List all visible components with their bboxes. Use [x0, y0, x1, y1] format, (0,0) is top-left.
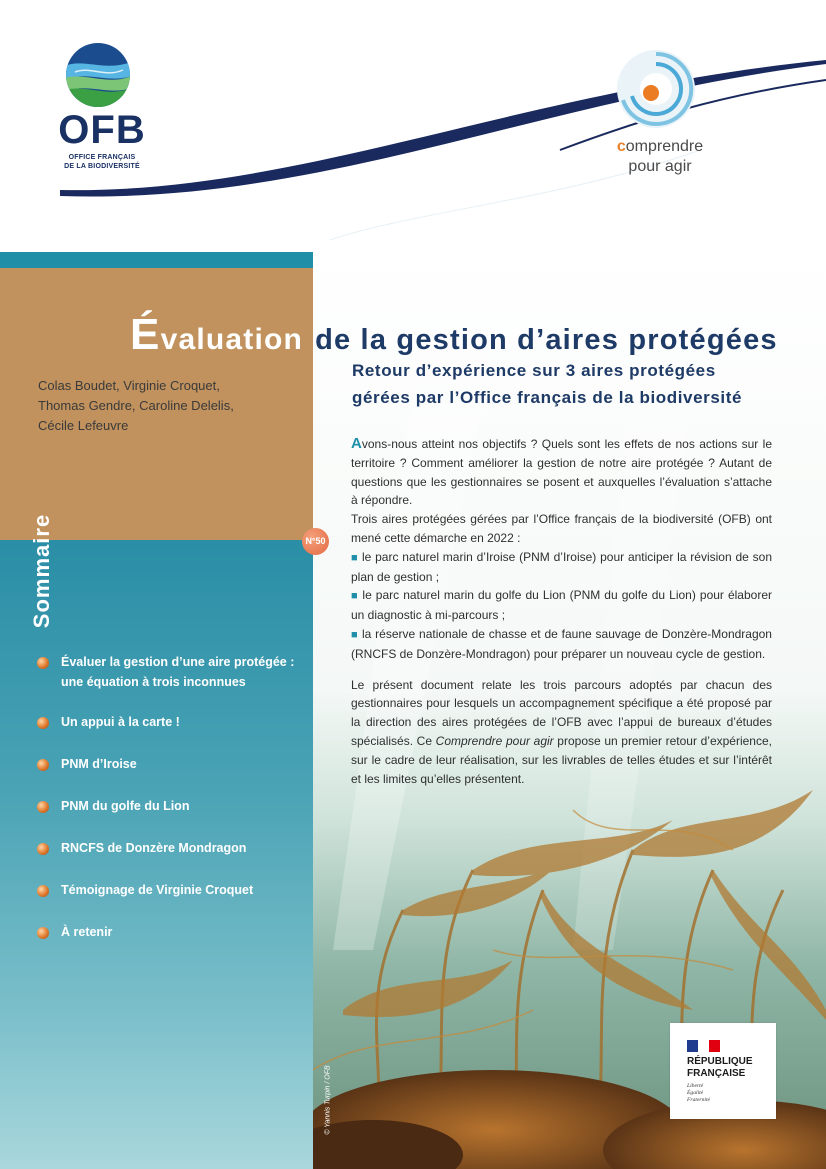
bullet-item [351, 548, 772, 587]
logo-subtitle [52, 153, 152, 171]
motto-line: Liberté [687, 1083, 704, 1089]
author-line: Colas Boudet, Virginie Croquet, [38, 378, 220, 393]
toc-item-label: PNM du golfe du Lion [61, 799, 190, 813]
toc-item[interactable] [36, 652, 306, 692]
toc-item-label: À retenir [61, 925, 113, 939]
toc-item[interactable] [36, 880, 306, 900]
motto-line: Fraternité [687, 1097, 710, 1103]
toc-bullet-icon [37, 717, 49, 729]
photo-credit [318, 1050, 338, 1150]
issue-number-badge: N°50 [302, 528, 329, 555]
toc-item[interactable] [36, 754, 306, 774]
left-top-strip [0, 252, 313, 268]
bullet-text: le parc naturel marin du golfe du Lion (PNM du golfe du Lion) pour élaborer un diagnostic à mi-parcours ; [351, 588, 772, 623]
bullet-text: le parc naturel marin d’Iroise (PNM d’Iroise) pour anticiper la révision de son plan de gestion ; [351, 549, 772, 584]
subtitle-line: Retour d’expérience sur 3 aires protégées [352, 361, 716, 380]
bullet-item [351, 625, 772, 664]
toc-item-label: RNCFS de Donzère Mondragon [61, 841, 247, 855]
sommaire-heading [18, 510, 66, 632]
intro-text: vons-nous atteint nos objectifs ? Quels sont les effets de nos actions sur le territoire ? Comment améliorer la gestion de notre aire protégée ? Autant de questions que les gestionnaires se posent et auxquelles l’évaluation s’attache à répondre. [351, 437, 772, 508]
ofb-logo [52, 40, 162, 180]
comprendre-pour-agir-emblem-icon [615, 48, 697, 130]
bullet-square-icon: ■ [351, 590, 359, 603]
intro-paragraph [351, 435, 772, 510]
paragraph: Trois aires protégées gérées par l’Office français de la biodiversité (OFB) ont mené cette démarche en 2022 : [351, 512, 772, 545]
intro-body-text [351, 435, 772, 788]
toc-item[interactable] [36, 712, 306, 732]
title-initial: É [130, 310, 161, 359]
toc-item-label: Un appui à la carte ! [61, 715, 180, 729]
authors-list [38, 376, 298, 436]
motto-line: Égalité [687, 1090, 704, 1096]
author-line: Thomas Gendre, Caroline Delelis, [38, 398, 234, 413]
page-header [0, 0, 826, 250]
title-rest: de la gestion d’aires protégées [315, 324, 778, 356]
toc-bullet-icon [37, 657, 49, 669]
page-title [130, 310, 820, 360]
logo-subtitle-line: OFFICE FRANÇAIS [68, 154, 136, 161]
republique-motto [687, 1083, 710, 1104]
p3-start: Le présent document relate les trois parcours adoptés par chacun des gestionnaires pour lesquels un accompagnement spécifique a été proposé par la direction des aires protégées de l’OFB avec l’appui de bureaux d’études spécialisés. Ce [351, 677, 772, 748]
collection-name [560, 137, 760, 177]
collection-emphasis: Comprendre pour agir [435, 733, 554, 748]
collection-word: omprendre [625, 138, 704, 155]
bullet-item [351, 586, 772, 625]
bullet-square-icon: ■ [351, 551, 359, 564]
republique-name-line: RÉPUBLIQUE [687, 1056, 753, 1067]
toc-bullet-icon [37, 885, 49, 897]
subtitle-line: gérées par l’Office français de la biodiversité [352, 388, 743, 407]
dropcap: A [351, 435, 362, 452]
toc-item-label: Évaluer la gestion d’une aire protégée : [61, 655, 295, 669]
page-subtitle [352, 357, 812, 411]
toc-item-label: Témoignage de Virginie Croquet [61, 883, 254, 897]
republique-name-line: FRANÇAISE [687, 1068, 746, 1079]
author-line: Cécile Lefeuvre [38, 418, 129, 433]
republique-name [687, 1056, 753, 1080]
bullet-square-icon: ■ [351, 628, 359, 641]
french-flag-icon [687, 1040, 720, 1052]
table-of-contents [36, 652, 306, 942]
sommaire-heading-text: Sommaire [29, 513, 54, 629]
collection-line-2: pour agir [628, 158, 692, 175]
toc-item[interactable] [36, 922, 306, 942]
paragraph-gap [351, 664, 772, 676]
photo-credit-text: © Yannis Turpin / OFB [324, 1065, 332, 1135]
paragraph [351, 676, 772, 789]
title-first-word: valuation [160, 323, 304, 356]
toc-bullet-icon [37, 843, 49, 855]
toc-bullet-icon [37, 759, 49, 771]
republique-francaise-logo [670, 1023, 776, 1119]
logo-wordmark: OFB [58, 108, 146, 152]
toc-item[interactable] [36, 838, 306, 858]
toc-item-label: PNM d’Iroise [61, 757, 137, 771]
toc-item[interactable] [36, 796, 306, 816]
collection-initial: c [616, 138, 626, 155]
bullet-text: la réserve nationale de chasse et de faune sauvage de Donzère-Mondragon (RNCFS de Donzère-Mondragon) pour préparer un nouveau cycle de gestion. [351, 626, 772, 661]
p3-end: propose un premier retour d’expérience, sur le cadre de leur réalisation, sur les livrables de telles études et sur l’intérêt et les limites qu’elles présentent. [351, 733, 772, 786]
toc-bullet-icon [37, 801, 49, 813]
toc-bullet-icon [37, 927, 49, 939]
ofb-logo-icon [65, 42, 131, 108]
logo-subtitle-line: DE LA BIODIVERSITÉ [64, 163, 140, 170]
toc-item-label-continued: une équation à trois inconnues [61, 675, 246, 689]
